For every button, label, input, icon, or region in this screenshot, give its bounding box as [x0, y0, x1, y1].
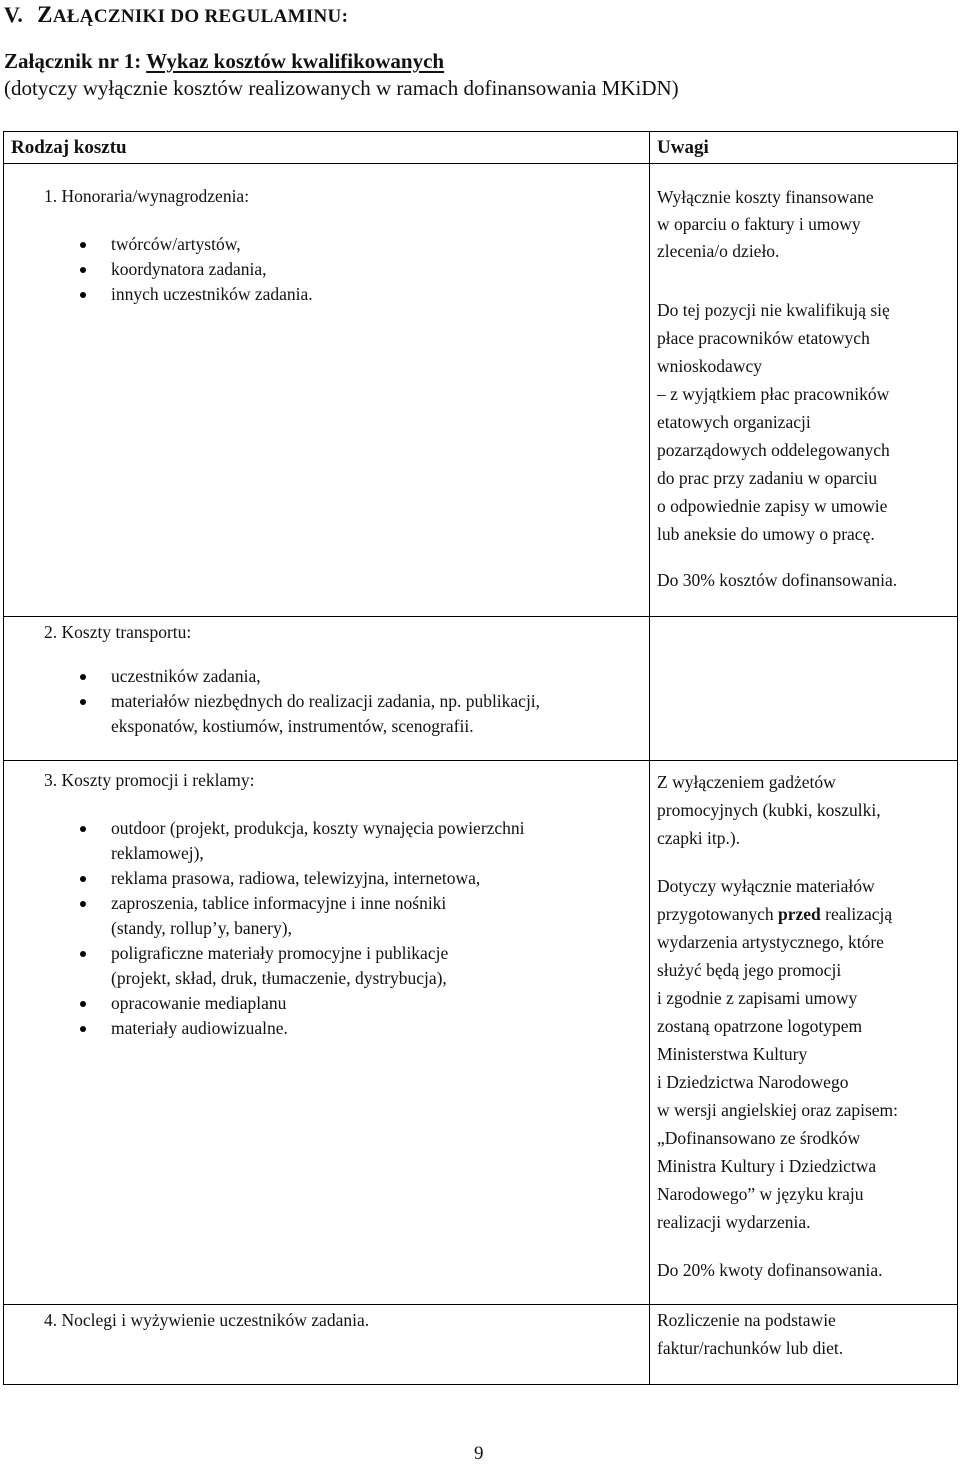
annex-title-link: Wykaz kosztów kwalifikowanych — [146, 49, 445, 73]
list-item-continuation: reklamowej), — [111, 843, 204, 863]
section-number: V. — [4, 2, 24, 27]
row1-remarks-p1 — [657, 184, 874, 265]
list-item: innych uczestników zadania. — [80, 282, 313, 307]
remark-line: Dotyczy wyłącznie materiałów — [657, 876, 875, 896]
remark-line: zlecenia/o dzieło. — [657, 241, 780, 261]
header-uwagi: Uwagi — [657, 137, 709, 158]
list-item-text: zaproszenia, tablice informacyjne i inne nośniki — [111, 893, 447, 913]
remark-line: do prac przy zadaniu w oparciu — [657, 468, 878, 488]
row-separator-2 — [3, 760, 958, 761]
remark-line: Ministra Kultury i Dziedzictwa — [657, 1156, 877, 1176]
row2-title: 2. Koszty transportu: — [44, 622, 192, 642]
remark-line: zostaną opatrzone logotypem — [657, 1016, 863, 1036]
table-border-right — [957, 131, 958, 1385]
list-item — [80, 891, 525, 941]
list-item-continuation: (standy, rollup’y, banery), — [111, 918, 292, 938]
list-item — [80, 941, 525, 991]
annex-note: (dotyczy wyłącznie kosztów realizowanych w ramach dofinansowania MKiDN) — [4, 76, 679, 100]
list-item-continuation: eksponatów, kostiumów, instrumentów, scenografii. — [111, 716, 474, 736]
header-rodzaj-kosztu: Rodzaj kosztu — [11, 137, 127, 158]
remark-line: w oparciu o faktury i umowy — [657, 214, 861, 234]
table-border-bottom — [3, 1384, 958, 1385]
remark-line: etatowych organizacji — [657, 412, 811, 432]
remark-line: Narodowego” w języku kraju — [657, 1184, 864, 1204]
annex-title — [4, 49, 444, 74]
list-item — [80, 816, 525, 866]
row3-remarks-p2 — [657, 872, 898, 1236]
row4-remarks — [657, 1306, 843, 1362]
list-item — [80, 689, 540, 739]
row-separator-3 — [3, 1304, 958, 1305]
heading-text: AŁĄCZNIKI DO REGULAMINU: — [52, 6, 349, 27]
column-separator — [649, 131, 650, 1385]
list-item-text: outdoor (projekt, produkcja, koszty wynajęcia powierzchni — [111, 818, 525, 838]
remark-line: i Dziedzictwa Narodowego — [657, 1072, 849, 1092]
remark-line: wnioskodawcy — [657, 356, 762, 376]
list-item-text: materiałów niezbędnych do realizacji zadania, np. publikacji, — [111, 691, 541, 711]
row-separator-1 — [3, 616, 958, 617]
list-item-continuation: (projekt, skład, druk, tłumaczenie, dystrybucja), — [111, 968, 447, 988]
remark-line: o odpowiednie zapisy w umowie — [657, 496, 888, 516]
remark-line — [657, 900, 898, 928]
remark-line: służyć będą jego promocji — [657, 960, 842, 980]
list-item: materiały audiowizualne. — [80, 1016, 525, 1041]
list-item: koordynatora zadania, — [80, 257, 313, 282]
remark-text: realizacją — [820, 904, 893, 924]
section-heading — [4, 2, 348, 28]
row3-remarks-limit: Do 20% kwoty dofinansowania. — [657, 1260, 883, 1280]
remark-line: Z wyłączeniem gadżetów — [657, 772, 836, 792]
page-number: 9 — [474, 1443, 484, 1464]
remark-line: Ministerstwa Kultury — [657, 1044, 808, 1064]
remark-line: płace pracowników etatowych — [657, 328, 870, 348]
table-border-left — [3, 131, 4, 1385]
list-item: twórców/artystów, — [80, 232, 313, 257]
list-item: uczestników zadania, — [80, 664, 540, 689]
row3-list — [80, 816, 525, 1041]
remark-line: „Dofinansowano ze środków — [657, 1128, 861, 1148]
list-item-text: poligraficzne materiały promocyjne i publikacje — [111, 943, 449, 963]
header-separator — [3, 163, 958, 164]
remark-line: realizacji wydarzenia. — [657, 1212, 811, 1232]
annex-label: Załącznik nr 1: — [4, 49, 147, 73]
row1-list — [80, 232, 313, 307]
row1-title: 1. Honoraria/wynagrodzenia: — [44, 186, 250, 206]
remark-line: pozarządowych oddelegowanych — [657, 440, 890, 460]
remark-line: lub aneksie do umowy o pracę. — [657, 524, 875, 544]
remark-emphasis: przed — [778, 904, 821, 924]
list-item: reklama prasowa, radiowa, telewizyjna, internetowa, — [80, 866, 525, 891]
remark-line: – z wyjątkiem płac pracowników — [657, 384, 890, 404]
row2-list — [80, 664, 540, 739]
remark-line: promocyjnych (kubki, koszulki, — [657, 800, 881, 820]
row1-remarks-p2 — [657, 296, 890, 548]
remark-line: czapki itp.). — [657, 828, 741, 848]
list-item: opracowanie mediaplanu — [80, 991, 525, 1016]
row1-remarks-limit: Do 30% kosztów dofinansowania. — [657, 570, 898, 590]
remark-line: Rozliczenie na podstawie — [657, 1310, 836, 1330]
remark-line: Do tej pozycji nie kwalifikują się — [657, 300, 890, 320]
remark-line: Wyłącznie koszty finansowane — [657, 187, 874, 207]
remark-line: faktur/rachunków lub diet. — [657, 1338, 844, 1358]
remark-text: przygotowanych — [657, 904, 779, 924]
row3-remarks-p1 — [657, 768, 881, 852]
table-border-top — [3, 131, 958, 132]
heading-first-letter: Z — [37, 2, 53, 27]
remark-line: w wersji angielskiej oraz zapisem: — [657, 1100, 899, 1120]
row3-title: 3. Koszty promocji i reklamy: — [44, 770, 255, 790]
remark-line: i zgodnie z zapisami umowy — [657, 988, 858, 1008]
remark-line: wydarzenia artystycznego, które — [657, 932, 884, 952]
row4-title: 4. Noclegi i wyżywienie uczestników zadania. — [44, 1310, 370, 1330]
